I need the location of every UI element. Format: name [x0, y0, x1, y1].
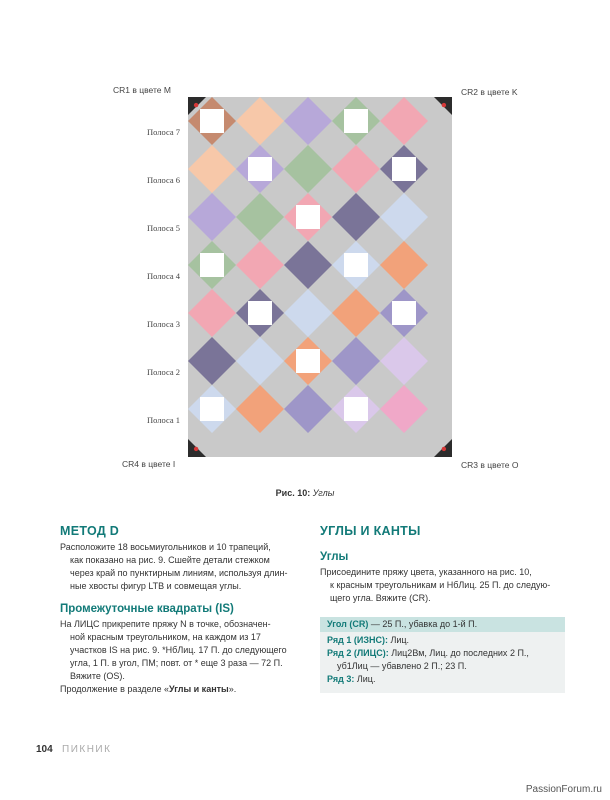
star-center — [200, 109, 224, 133]
row-1 — [320, 634, 565, 647]
star-center — [392, 397, 416, 421]
row-corner — [320, 617, 565, 632]
page-number: 104 — [36, 744, 53, 755]
star-center — [248, 109, 272, 133]
star-center — [200, 349, 224, 373]
watermark: PassionForum.ru — [525, 784, 602, 795]
star-center — [248, 253, 272, 277]
star-center — [200, 397, 224, 421]
star-center — [296, 301, 320, 325]
corners-line: к красным треугольникам и НбЛиц. 25 П. до следую- — [330, 580, 551, 590]
corners-line: Присоедините пряжу цвета, указанного на рис. 10, — [320, 567, 532, 577]
row-2 — [320, 647, 565, 660]
row-label: Ряд 3: — [327, 674, 355, 684]
corners-title: Углы — [320, 551, 349, 563]
star-center — [344, 397, 368, 421]
strip-label-7: Полоса 7 — [146, 127, 180, 137]
star-center — [200, 205, 224, 229]
star-center — [392, 301, 416, 325]
is-line: Вяжите (OS). — [70, 671, 125, 681]
continue-suffix: ». — [228, 684, 237, 694]
method-line: как показано на рис. 9. Сшейте детали стежком — [70, 555, 270, 565]
star-center — [248, 301, 272, 325]
is-line: угла, 1 П. в угол, ПМ; повт. от * еще 3 раза — 72 П. — [70, 658, 283, 668]
row-text: уб1Лиц — убавлено 2 П.; 23 П. — [337, 661, 467, 671]
strip-label-2: Полоса 2 — [146, 367, 180, 377]
star-center — [296, 253, 320, 277]
method-line: через край по пунктирным линиям, используя длин- — [70, 568, 288, 578]
rows-instructions-box — [320, 617, 565, 693]
star-center — [392, 349, 416, 373]
star-center — [296, 349, 320, 373]
corner-marker — [194, 103, 198, 107]
corners-section — [320, 524, 565, 605]
star-center — [200, 253, 224, 277]
corner-label-cr1: CR1 в цвете M — [113, 85, 171, 95]
continue-note — [60, 683, 300, 696]
row-text: Лиц2Вм, Лиц. до последних 2 П., — [388, 648, 529, 658]
star-center — [200, 301, 224, 325]
strip-label-3: Полоса 3 — [146, 319, 180, 329]
star-center — [296, 205, 320, 229]
star-center — [344, 109, 368, 133]
row-label: Ряд 1 (ИЗНС): — [327, 635, 388, 645]
caption-text: Углы — [312, 488, 335, 498]
star-center — [344, 253, 368, 277]
star-center — [296, 157, 320, 181]
row-text: — 25 П., убавка до 1-й П. — [368, 619, 478, 629]
corners-section-title: УГЛЫ И КАНТЫ — [320, 524, 421, 538]
star-center — [248, 205, 272, 229]
star-center — [344, 349, 368, 373]
star-center — [200, 157, 224, 181]
is-line: ной красным треугольником, на каждом из 17 — [70, 632, 261, 642]
method-section — [60, 524, 300, 696]
strip-label-1: Полоса 1 — [146, 415, 180, 425]
star-center — [392, 157, 416, 181]
star-center — [392, 109, 416, 133]
row-text: Лиц. — [387, 635, 410, 645]
corner-marker — [442, 103, 446, 107]
figure-caption — [0, 488, 610, 498]
is-title: Промежуточные квадраты (IS) — [60, 603, 234, 615]
star-center — [296, 109, 320, 133]
star-center — [296, 397, 320, 421]
method-line: ные хвосты фигур LTB и совмещая углы. — [70, 581, 242, 591]
row-2-cont — [320, 660, 565, 673]
star-center — [248, 397, 272, 421]
star-center — [344, 301, 368, 325]
strip-label-5: Полоса 5 — [146, 223, 180, 233]
corners-line: щего угла. Вяжите (CR). — [330, 593, 431, 603]
row-label: Ряд 2 (ЛИЦС): — [327, 648, 389, 658]
row-3 — [320, 673, 565, 686]
star-center — [248, 157, 272, 181]
strip-label-6: Полоса 6 — [146, 175, 180, 185]
row-text: Лиц. — [354, 674, 376, 684]
star-center — [248, 349, 272, 373]
row-label: Угол (CR) — [327, 619, 369, 629]
section-name: ПИКНИК — [62, 744, 112, 755]
corner-marker — [194, 447, 198, 451]
is-line: На ЛИЦС прикрепите пряжу N в точке, обозначен- — [60, 619, 271, 629]
strip-label-4: Полоса 4 — [146, 271, 180, 281]
caption-number: Рис. 10: — [275, 488, 311, 498]
is-line: участков IS на рис. 9. *НбЛиц. 17 П. до следующего — [70, 645, 287, 655]
star-center — [344, 205, 368, 229]
method-title: МЕТОД D — [60, 524, 120, 538]
corner-label-cr2: CR2 в цвете K — [461, 87, 518, 97]
continue-bold: Углы и канты — [168, 684, 229, 694]
star-center — [392, 253, 416, 277]
corner-label-cr3: CR3 в цвете O — [461, 460, 519, 470]
star-center — [344, 157, 368, 181]
star-center — [392, 205, 416, 229]
quilt-illustration — [186, 97, 454, 459]
continue-prefix: Продолжение в разделе « — [60, 684, 169, 694]
corner-label-cr4: CR4 в цвете I — [122, 459, 176, 469]
corner-marker — [442, 447, 446, 451]
method-line: Расположите 18 восьмиугольников и 10 трапеций, — [60, 542, 271, 552]
